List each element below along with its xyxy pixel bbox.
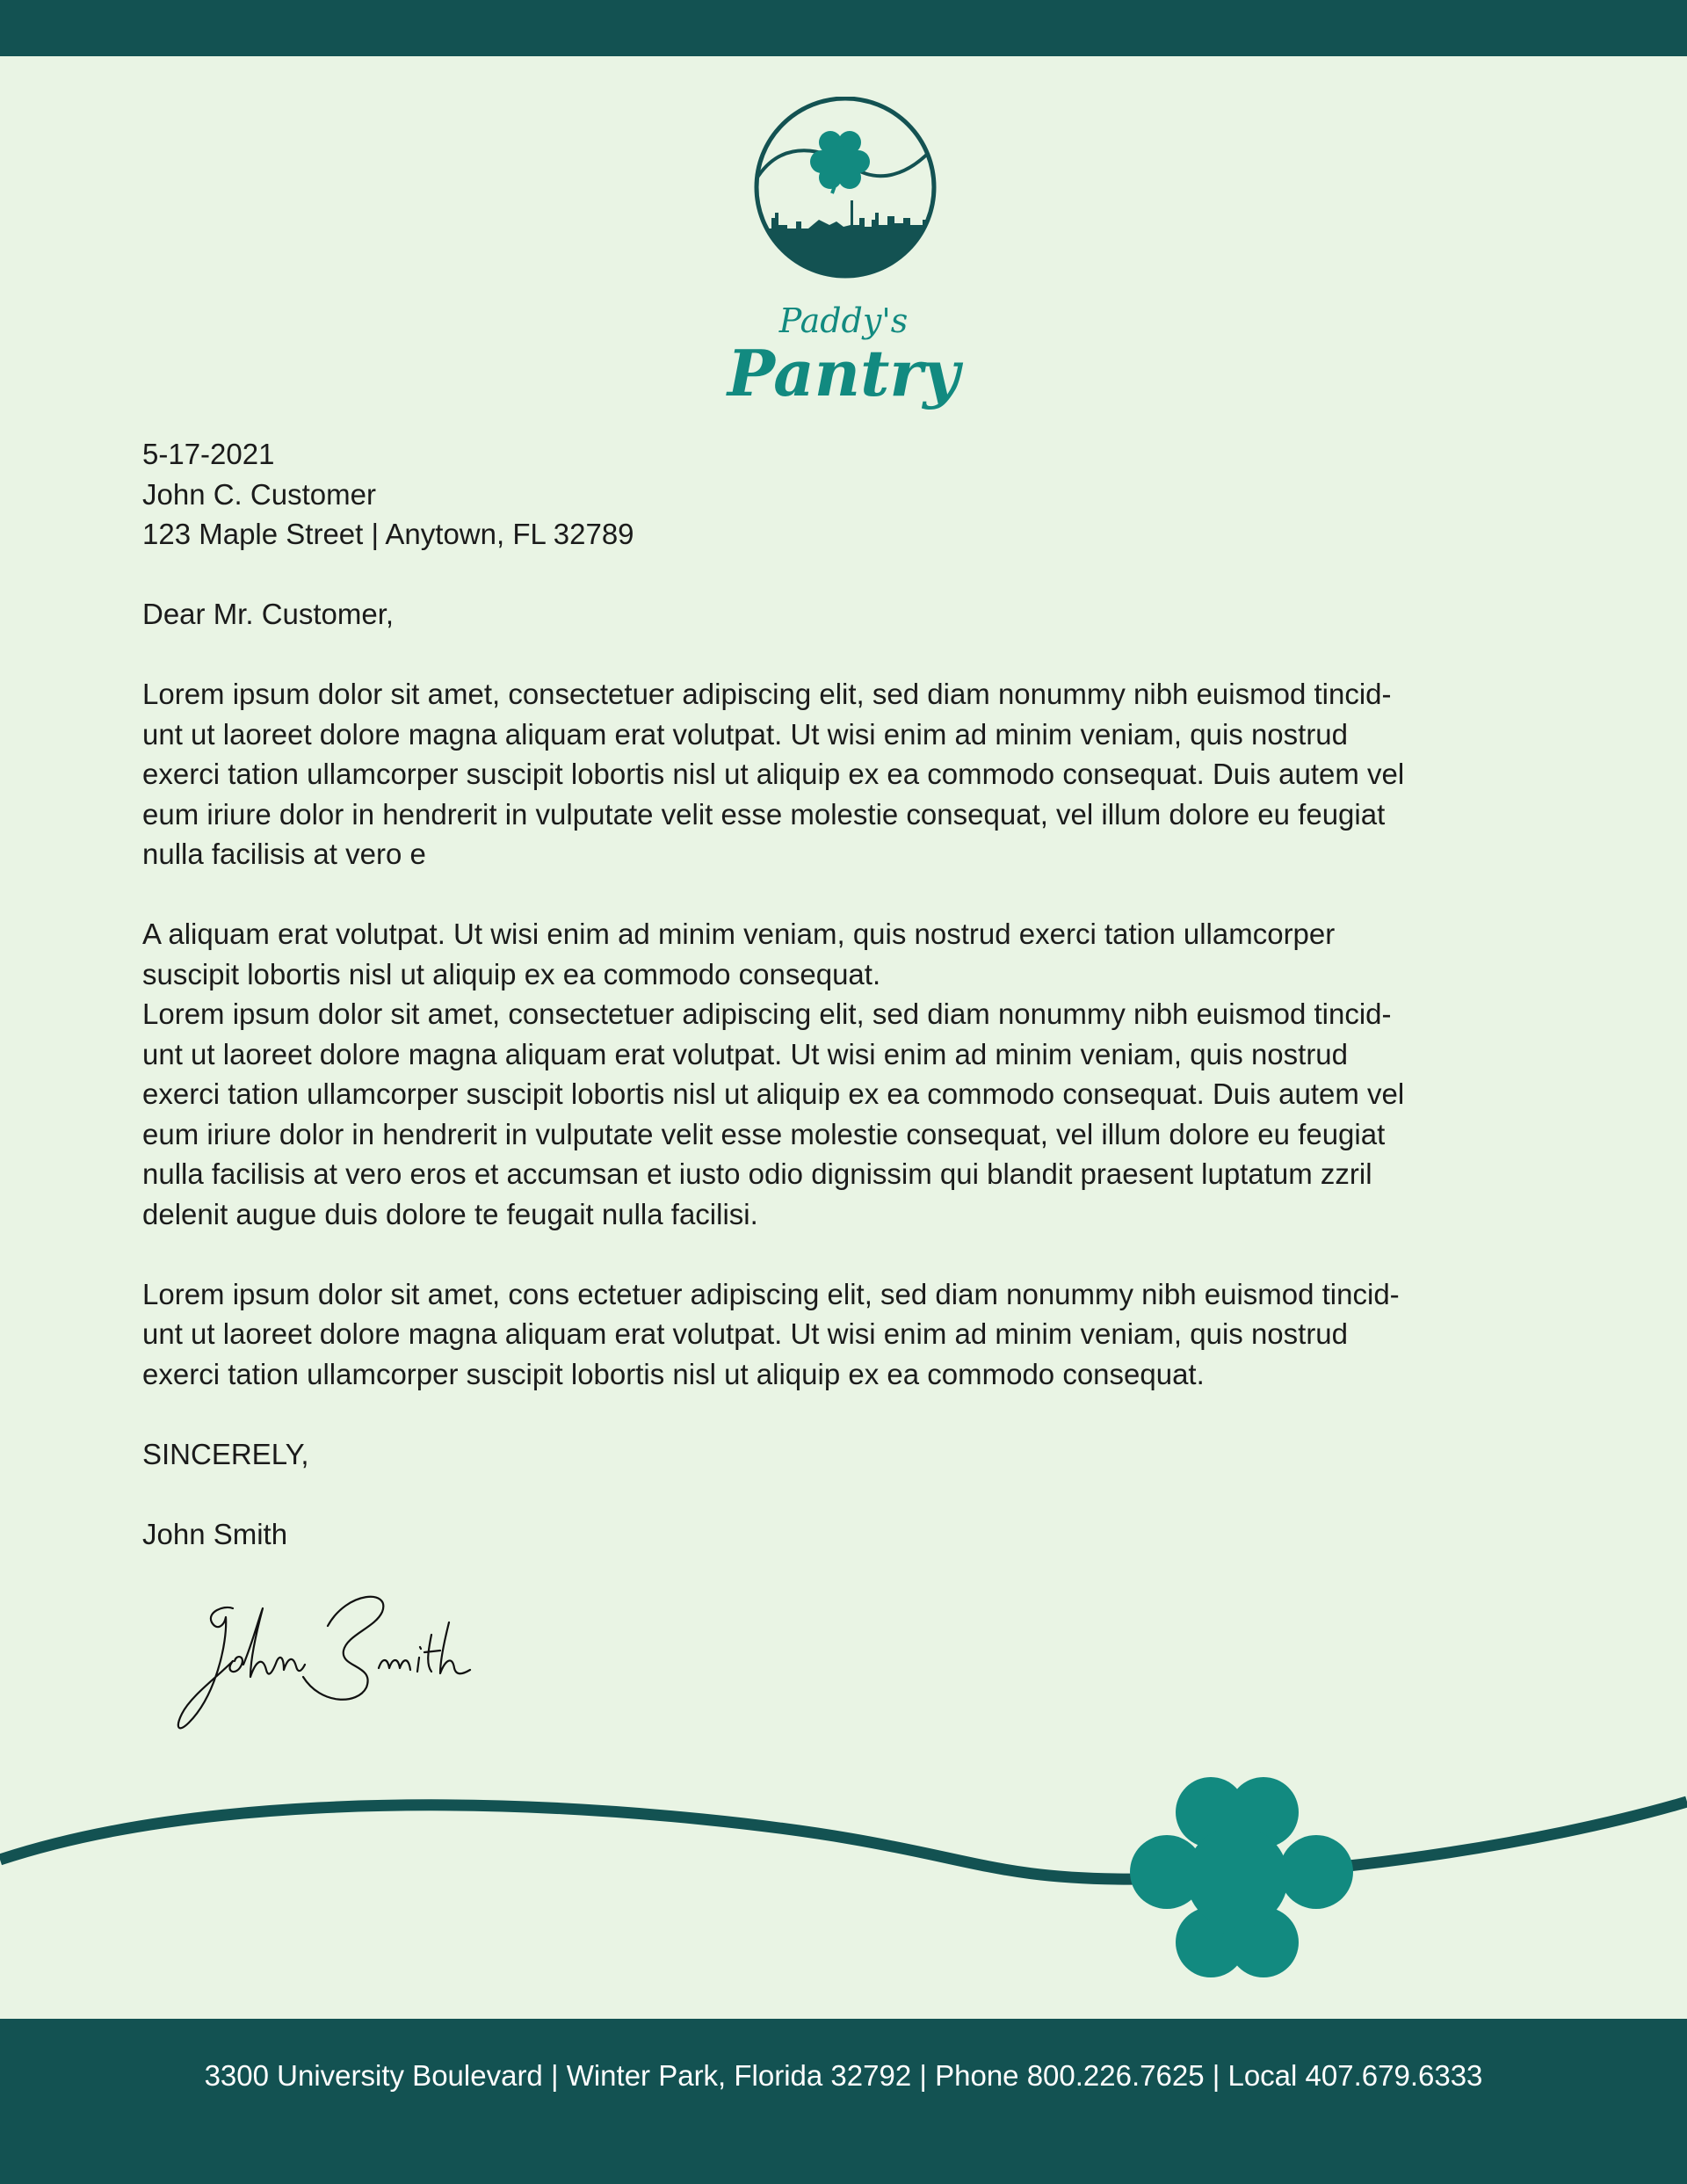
paragraph-3	[142, 1274, 1513, 1395]
paragraph-line: unt ut laoreet dolore magna aliquam erat volutpat. Ut wisi enim ad minim veniam, quis nostrud	[142, 717, 1349, 751]
paragraph-line: nulla facilisis at vero e	[142, 838, 426, 870]
paddys-pantry-logo	[720, 97, 967, 439]
handwritten-signature	[171, 1573, 505, 1740]
paragraph-line: nulla facilisis at vero eros et accumsan et iusto odio dignissim qui blandit praesent luptatum zzril	[142, 1157, 1372, 1190]
paragraph-line: delenit augue duis dolore te feugait nulla facilisi.	[142, 1197, 758, 1230]
paragraph-2	[142, 914, 1513, 1234]
paragraph-line: exerci tation ullamcorper suscipit lobortis nisl ut aliquip ex ea commodo consequat. Duis autem vel	[142, 758, 1405, 790]
paragraph-line: A aliquam erat volutpat. Ut wisi enim ad minim veniam, quis nostrud exerci tation ullamcorper	[142, 918, 1336, 950]
paragraph-line: suscipit lobortis nisl ut aliquip ex ea commodo consequat.	[142, 957, 881, 990]
paragraph-line: exerci tation ullamcorper suscipit lobortis nisl ut aliquip ex ea commodo consequat. Duis autem vel	[142, 1077, 1405, 1110]
paragraph-line: eum iriure dolor in hendrerit in vulputate velit esse molestie consequat, vel illum dolore eu feugiat	[142, 797, 1386, 831]
decorative-wave	[0, 1723, 1687, 2004]
paragraph-line: unt ut laoreet dolore magna aliquam erat volutpat. Ut wisi enim ad minim veniam, quis nostrud	[142, 1037, 1349, 1070]
paragraph-line: eum iriure dolor in hendrerit in vulputate velit esse molestie consequat, vel illum dolore eu feugiat	[142, 1117, 1386, 1150]
letter-body	[142, 434, 1513, 1554]
paragraph-line: exerci tation ullamcorper suscipit lobortis nisl ut aliquip ex ea commodo consequat.	[142, 1357, 1205, 1390]
sender-name: John Smith	[142, 1517, 288, 1550]
paragraph-line: Lorem ipsum dolor sit amet, cons ectetuer adipiscing elit, sed diam nonummy nibh euismod tincid-	[142, 1277, 1400, 1310]
paragraph-line: unt ut laoreet dolore magna aliquam erat volutpat. Ut wisi enim ad minim veniam, quis nostrud	[142, 1317, 1349, 1350]
paragraph-line: Lorem ipsum dolor sit amet, consectetuer adipiscing elit, sed diam nonummy nibh euismod tincid-	[142, 678, 1392, 710]
top-banner	[0, 0, 1687, 56]
footer-contact: 3300 University Boulevard | Winter Park, Florida 32792 | Phone 800.226.7625 | Local 407.679.6333	[204, 2059, 1483, 2092]
clover-icon	[1130, 1777, 1353, 1977]
footer-banner	[0, 2019, 1687, 2184]
brand-script-line: Paddy's	[778, 301, 909, 340]
salutation: Dear Mr. Customer,	[142, 598, 395, 630]
letter-date: 5-17-2021	[142, 438, 275, 470]
brand-name-line: Pantry	[727, 336, 960, 410]
recipient-address: 123 Maple Street | Anytown, FL 32789	[142, 518, 634, 550]
recipient-name: John C. Customer	[142, 477, 376, 511]
closing: SINCERELY,	[142, 1437, 309, 1470]
paragraph-line: Lorem ipsum dolor sit amet, consectetuer adipiscing elit, sed diam nonummy nibh euismod tincid-	[142, 998, 1392, 1030]
paragraph-1	[142, 674, 1513, 874]
